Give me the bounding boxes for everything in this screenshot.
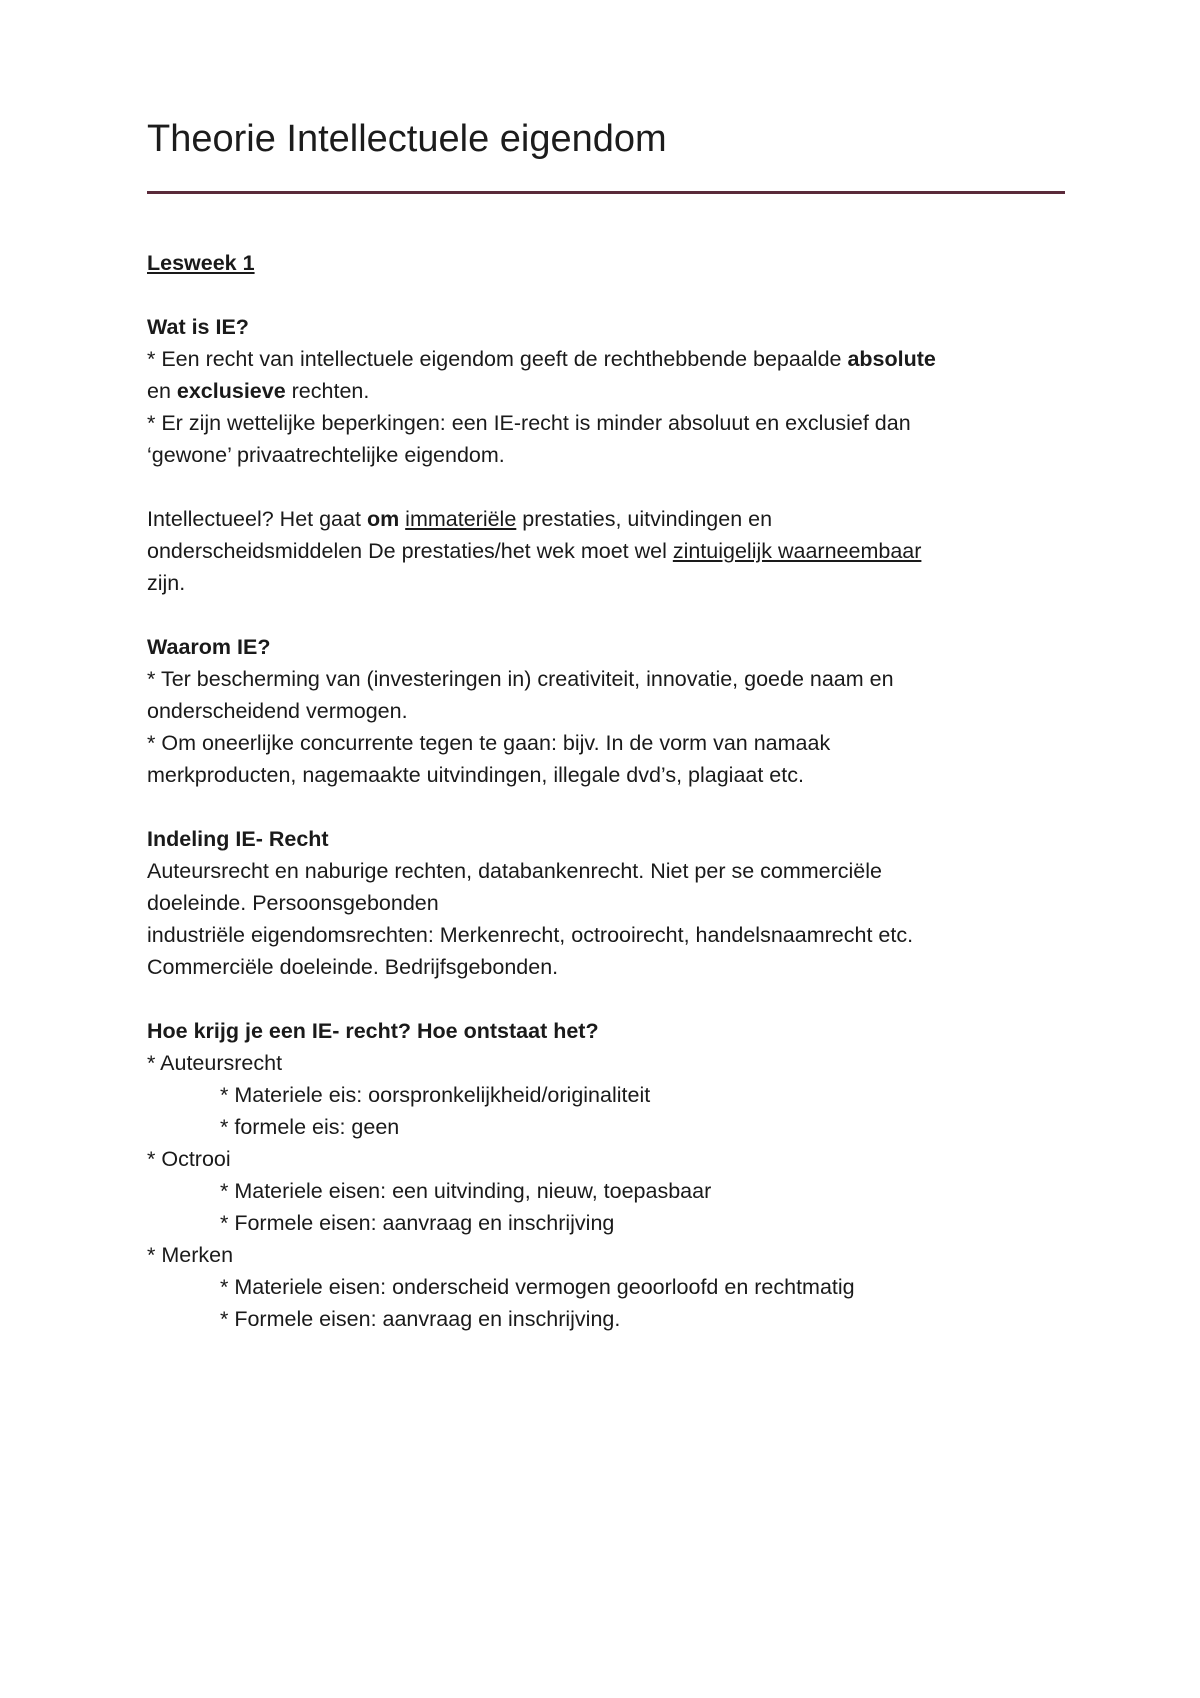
section-indeling-heading: Indeling IE- Recht — [147, 827, 329, 851]
waarom-line-2: onderscheidend vermogen. — [147, 699, 408, 723]
spacer — [147, 791, 1067, 823]
indeling-line-3: industriële eigendomsrechten: Merkenrecht, octrooirecht, handelsnaamrecht etc. — [147, 923, 914, 947]
hoe-subitem: * Materiele eis: oorspronkelijkheid/originaliteit — [220, 1083, 651, 1107]
spacer — [147, 599, 1067, 631]
hoe-subitem: * Formele eisen: aanvraag en inschrijving. — [220, 1307, 621, 1331]
wat-line-2: en exclusieve rechten. — [147, 379, 370, 403]
section-hoe-heading: Hoe krijg je een IE- recht? Hoe ontstaat het? — [147, 1019, 599, 1043]
document-body — [147, 247, 1067, 1335]
indeling-line-1: Auteursrecht en naburige rechten, databankenrecht. Niet per se commerciële — [147, 859, 882, 883]
section-wat-heading: Wat is IE? — [147, 315, 249, 339]
spacer — [147, 983, 1067, 1015]
indeling-line-2: doeleinde. Persoonsgebonden — [147, 891, 439, 915]
waarom-line-1: * Ter bescherming van (investeringen in) creativiteit, innovatie, goede naam en — [147, 667, 894, 691]
intellectueel-line-3: zijn. — [147, 571, 186, 595]
hoe-item: * Octrooi — [147, 1147, 231, 1171]
hoe-subitem: * formele eis: geen — [220, 1115, 400, 1139]
wat-line-3: * Er zijn wettelijke beperkingen: een IE-recht is minder absoluut en exclusief dan — [147, 411, 911, 435]
spacer — [147, 471, 1067, 503]
intellectueel-line-1: Intellectueel? Het gaat om immateriële prestaties, uitvindingen en — [147, 507, 773, 531]
waarom-line-3: * Om oneerlijke concurrente tegen te gaan: bijv. In de vorm van namaak — [147, 731, 831, 755]
intellectueel-line-2: onderscheidsmiddelen De prestaties/het wek moet wel zintuigelijk waarneembaar — [147, 539, 922, 563]
spacer — [147, 279, 1067, 311]
page-title: Theorie Intellectuele eigendom — [147, 118, 667, 160]
wat-line-1: * Een recht van intellectuele eigendom geeft de rechthebbende bepaalde absolute — [147, 347, 936, 371]
hoe-subitem: * Materiele eisen: een uitvinding, nieuw, toepasbaar — [220, 1179, 712, 1203]
indeling-line-4: Commerciële doeleinde. Bedrijfsgebonden. — [147, 955, 559, 979]
title-divider — [147, 191, 1065, 194]
wat-line-4: ‘gewone’ privaatrechtelijke eigendom. — [147, 443, 505, 467]
hoe-subitem: * Materiele eisen: onderscheid vermogen geoorloofd en rechtmatig — [220, 1275, 855, 1299]
hoe-item: * Merken — [147, 1243, 234, 1267]
lesweek-heading: Lesweek 1 — [147, 251, 255, 275]
waarom-line-4: merkproducten, nagemaakte uitvindingen, illegale dvd’s, plagiaat etc. — [147, 763, 804, 787]
hoe-subitem: * Formele eisen: aanvraag en inschrijving — [220, 1211, 615, 1235]
hoe-item: * Auteursrecht — [147, 1051, 283, 1075]
section-waarom-heading: Waarom IE? — [147, 635, 271, 659]
